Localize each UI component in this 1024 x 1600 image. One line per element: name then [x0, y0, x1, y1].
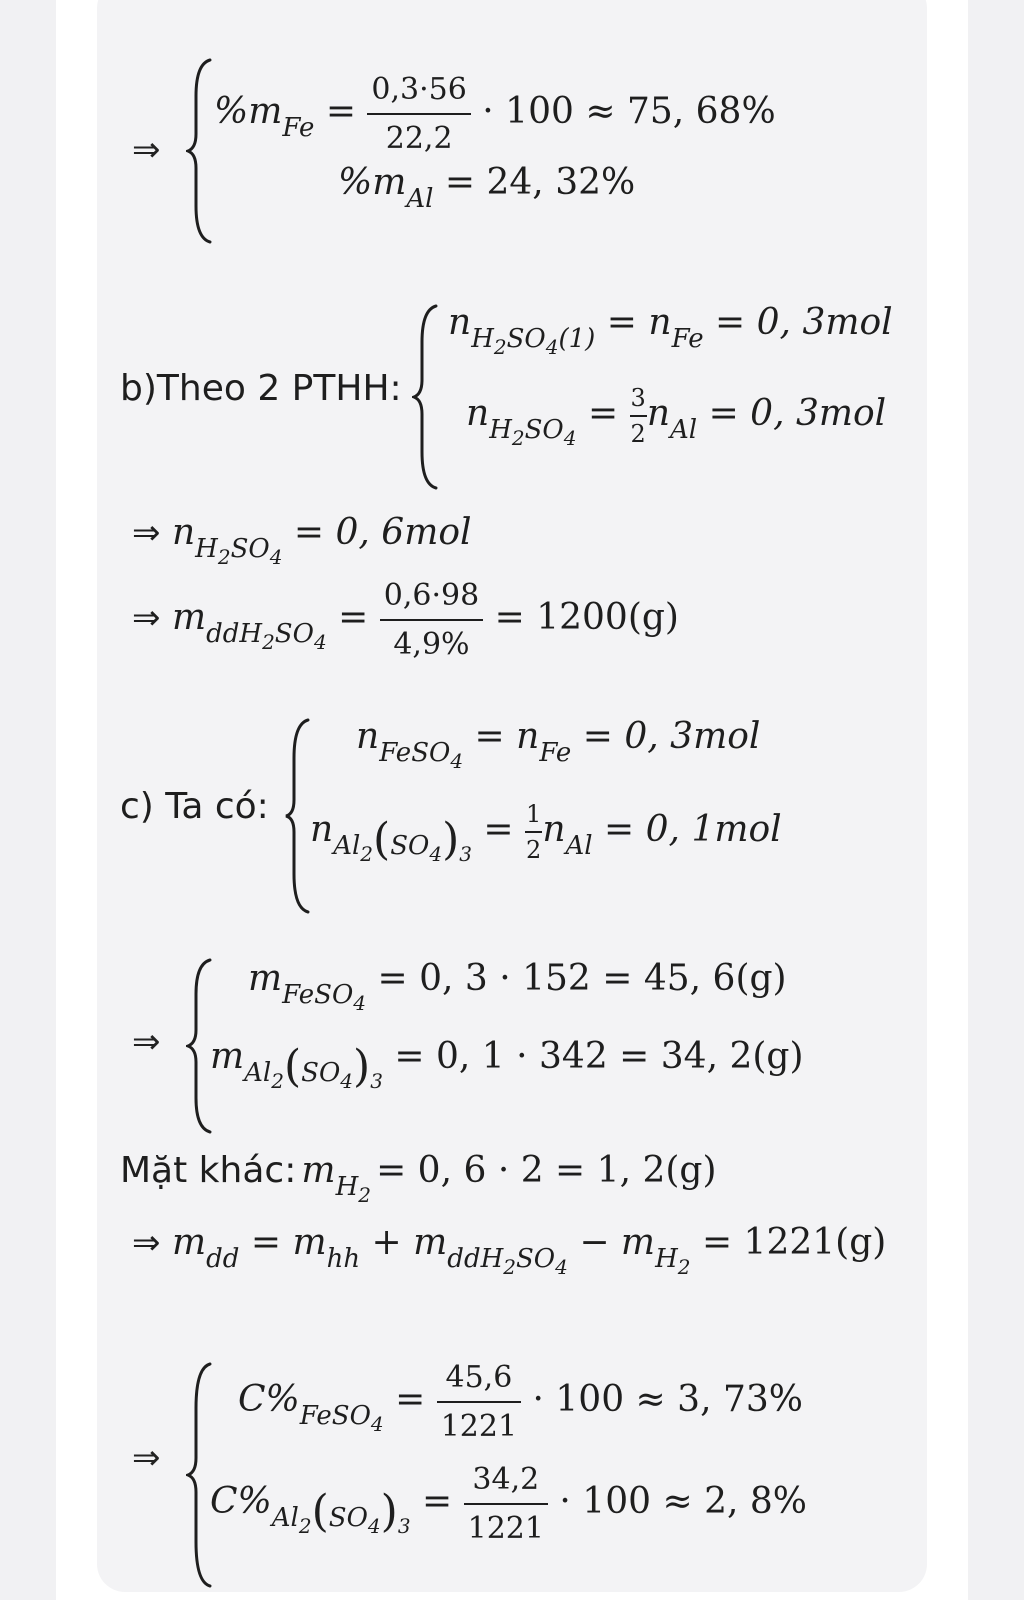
c-feso4-equation: $C\%_{FeSO_4}$ = $\frac{45,6}{1221}$ · 100 ≈ 3, 73%: [238, 1360, 803, 1444]
implies-arrow: ⇒: [132, 1022, 161, 1062]
n-feso4-equation: $n_{FeSO_4} = n_{Fe} = 0$, 3mol: [356, 716, 761, 773]
m-al2so43-equation: $m_{Al_2(SO_4)_3} = 0$, 1 · 342 = 34, 2(g): [210, 1036, 804, 1093]
pm-fe-equation: $\%m_{Fe}$ = $\frac{0,3\cdot 56}{22,2}$ · 100 ≈ 75, 68%: [214, 72, 776, 156]
pm-al-equation: $\%m_{Al} = 24$, 32%: [338, 162, 636, 214]
m-h2-line: Mặt khác: $m_{H_2} = 0$, 6 · 2 = 1, 2(g): [120, 1150, 717, 1207]
implies-arrow: ⇒: [132, 130, 161, 170]
m-dd-h2so4: ⇒ $m_{ddH_2SO_4}$ = $\frac{0,6\cdot 98}{4,9\%}$ = 1200(g): [132, 578, 679, 662]
implies-arrow: ⇒: [132, 1438, 161, 1478]
n-al2so43-equation: $n_{Al_2(SO_4)_3}$ = $\frac{1}{2}$ $n_{Al} = 0$, 1mol: [310, 800, 782, 866]
part-b-label: b)Theo 2 PTHH:: [120, 368, 402, 409]
three-halves-fraction: $\frac{3}{2}$: [630, 384, 646, 448]
c-al2-fraction: $\frac{34,2}{1221}$: [464, 1462, 548, 1546]
n-h2so4-2-equation: $n_{H_2SO_4}$ = $\frac{3}{2}$ $n_{Al} = 0$, 3mol: [466, 384, 887, 450]
left-brace: [412, 302, 442, 492]
part-c-label: c) Ta có:: [120, 786, 269, 827]
n-h2so4-1-equation: $n_{H_2SO_4(1)} = n_{Fe} = 0$, 3mol: [448, 302, 893, 359]
pm-fe-fraction: $\frac{0,3\cdot 56}{22,2}$: [367, 72, 470, 156]
c-feso4-fraction: $\frac{45,6}{1221}$: [437, 1360, 521, 1444]
m-feso4-equation: $m_{FeSO_4} = 0$, 3 · 152 = 45, 6(g): [248, 958, 787, 1015]
one-half-fraction: $\frac{1}{2}$: [526, 800, 542, 864]
c-al2so43-equation: $C\%_{Al_2(SO_4)_3}$ = $\frac{34,2}{1221}$ · 100 ≈ 2, 8%: [210, 1462, 807, 1546]
n-h2so4-total: ⇒ $n_{H_2SO_4} = 0$, 6mol: [132, 512, 472, 569]
mdd-fraction: $\frac{0,6\cdot 98}{4,9\%}$: [380, 578, 483, 662]
m-dd-line: ⇒ $m_{dd} = m_{hh} + m_{ddH_2SO_4} - m_{H_2} = 1221(g)$: [132, 1222, 887, 1279]
left-brace: [186, 56, 216, 246]
